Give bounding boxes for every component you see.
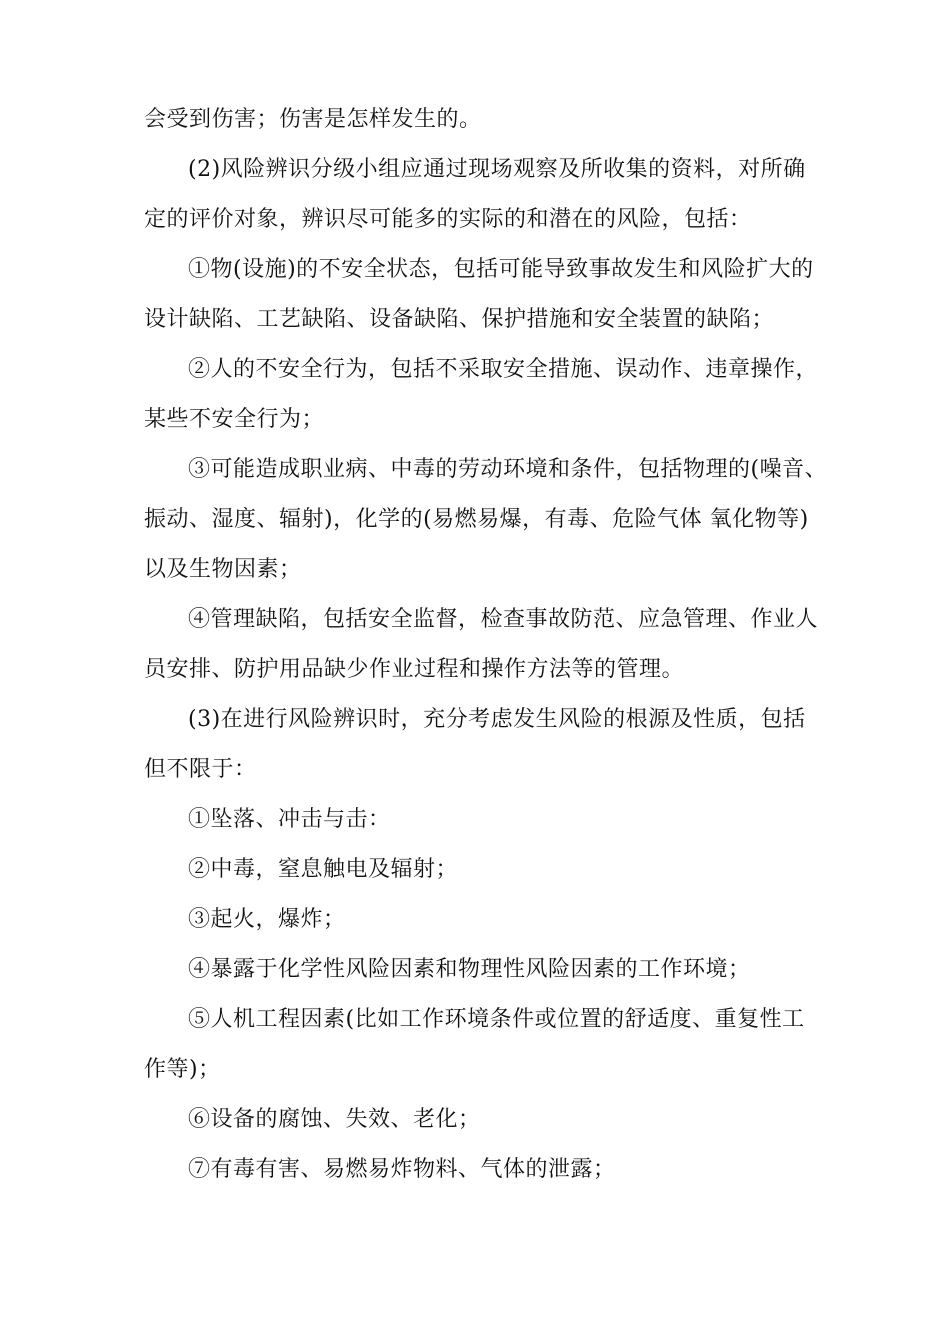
text-line: ④管理缺陷，包括安全监督，检查事故防范、应急管理、作业人 <box>188 607 819 632</box>
text-line: 但不限于： <box>144 757 257 782</box>
text-line: (2)风险辨识分级小组应通过现场观察及所收集的资料，对所确 <box>188 157 806 182</box>
text-line: ④暴露于化学性风险因素和物理性风险因素的工作环境； <box>188 957 751 982</box>
text-line: ②中毒，窒息触电及辐射； <box>188 857 459 882</box>
text-line: 员安排、防护用品缺少作业过程和操作方法等的管理。 <box>144 657 685 682</box>
text-line: 定的评价对象，辨识尽可能多的实际的和潜在的风险，包括： <box>144 207 752 232</box>
text-line: 某些不安全行为； <box>144 407 325 432</box>
text-line: 作等)； <box>144 1057 221 1082</box>
text-line: 设计缺陷、工艺缺陷、设备缺陷、保护措施和安全装置的缺陷； <box>144 307 775 332</box>
text-line: ①坠落、冲击与击： <box>188 807 391 832</box>
text-line: ②人的不安全行为，包括不采取安全措施、误动作、违章操作， <box>188 357 819 382</box>
text-line: 会受到伤害；伤害是怎样发生的。 <box>144 107 482 132</box>
text-line: ⑦有毒有害、易燃易炸物料、气体的泄露； <box>188 1157 616 1182</box>
text-line: (3)在进行风险辨识时，充分考虑发生风险的根源及性质，包括 <box>188 707 806 732</box>
text-line: ⑤人机工程因素(比如工作环境条件或位置的舒适度、重复性工 <box>188 1007 805 1032</box>
text-line: 以及生物因素； <box>144 557 302 582</box>
text-line: ①物(设施)的不安全状态，包括可能导致事故发生和风险扩大的 <box>188 257 814 282</box>
text-line: ③起火，爆炸； <box>188 907 346 932</box>
text-line: ③可能造成职业病、中毒的劳动环境和条件，包括物理的(噪音、 <box>188 457 828 482</box>
text-line: ⑥设备的腐蚀、失效、老化； <box>188 1107 481 1132</box>
text-line: 振动、湿度、辐射)，化学的(易燃易爆，有毒、危险气体 氧化物等) <box>144 507 809 532</box>
